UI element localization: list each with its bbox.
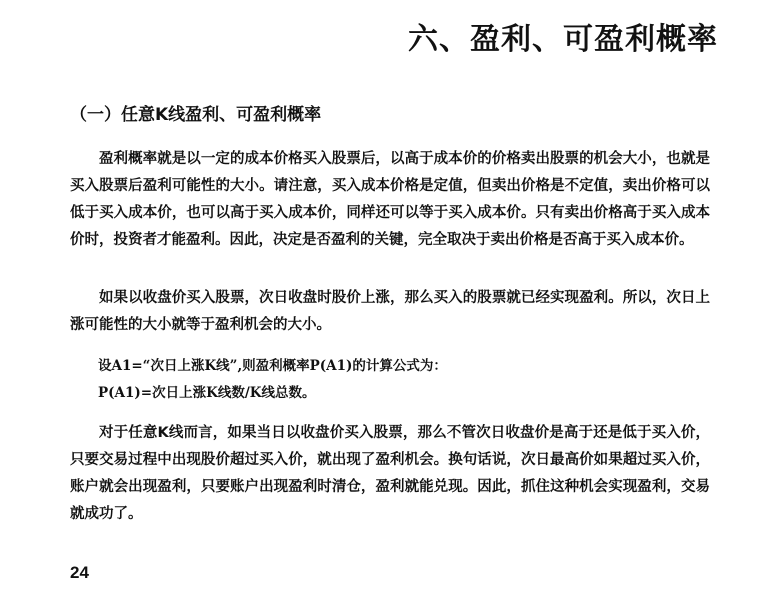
formula-block	[98, 353, 447, 407]
chapter-title: 六、盈利、可盈利概率	[408, 22, 718, 57]
section-heading: （一）任意K线盈利、可盈利概率	[70, 105, 322, 125]
page-number: 24	[70, 563, 89, 582]
paragraph-profit-opportunity: 对于任意K线而言，如果当日以收盘价买入股票，那么不管次日收盘价是高于还是低于买入价，只要交易过程中出现股价超过买入价，就出现了盈利机会。换句话说，次日最高价如果超过买入价，账户就会出现盈利，只要账户出现盈利时清仓，盈利就能兑现。因此，抓住这种机会实现盈利，交易就成功了。	[70, 425, 710, 522]
paragraph-next-day-rise: 如果以收盘价买入股票，次日收盘时股价上涨，那么买入的股票就已经实现盈利。所以，次日上涨可能性的大小就等于盈利机会的大小。	[70, 290, 710, 333]
paragraph-profit-probability-definition: 盈利概率就是以一定的成本价格买入股票后，以高于成本价的价格卖出股票的机会大小，也就是买入股票后盈利可能性的大小。请注意，买入成本价格是定值，但卖出价格是不定值，卖出价格可以低于买入成本价，也可以高于买入成本价，同样还可以等于买入成本价。只有卖出价格高于买入成本价时，投资者才能盈利。因此，决定是否盈利的关键，完全取决于卖出价格是否高于买入成本价。	[70, 151, 710, 248]
formula-expression: P(A1)=次日上涨K线数/K线总数。	[98, 385, 316, 401]
formula-definition: 设A1=“次日上涨K线”,则盈利概率P(A1)的计算公式为：	[98, 358, 447, 374]
